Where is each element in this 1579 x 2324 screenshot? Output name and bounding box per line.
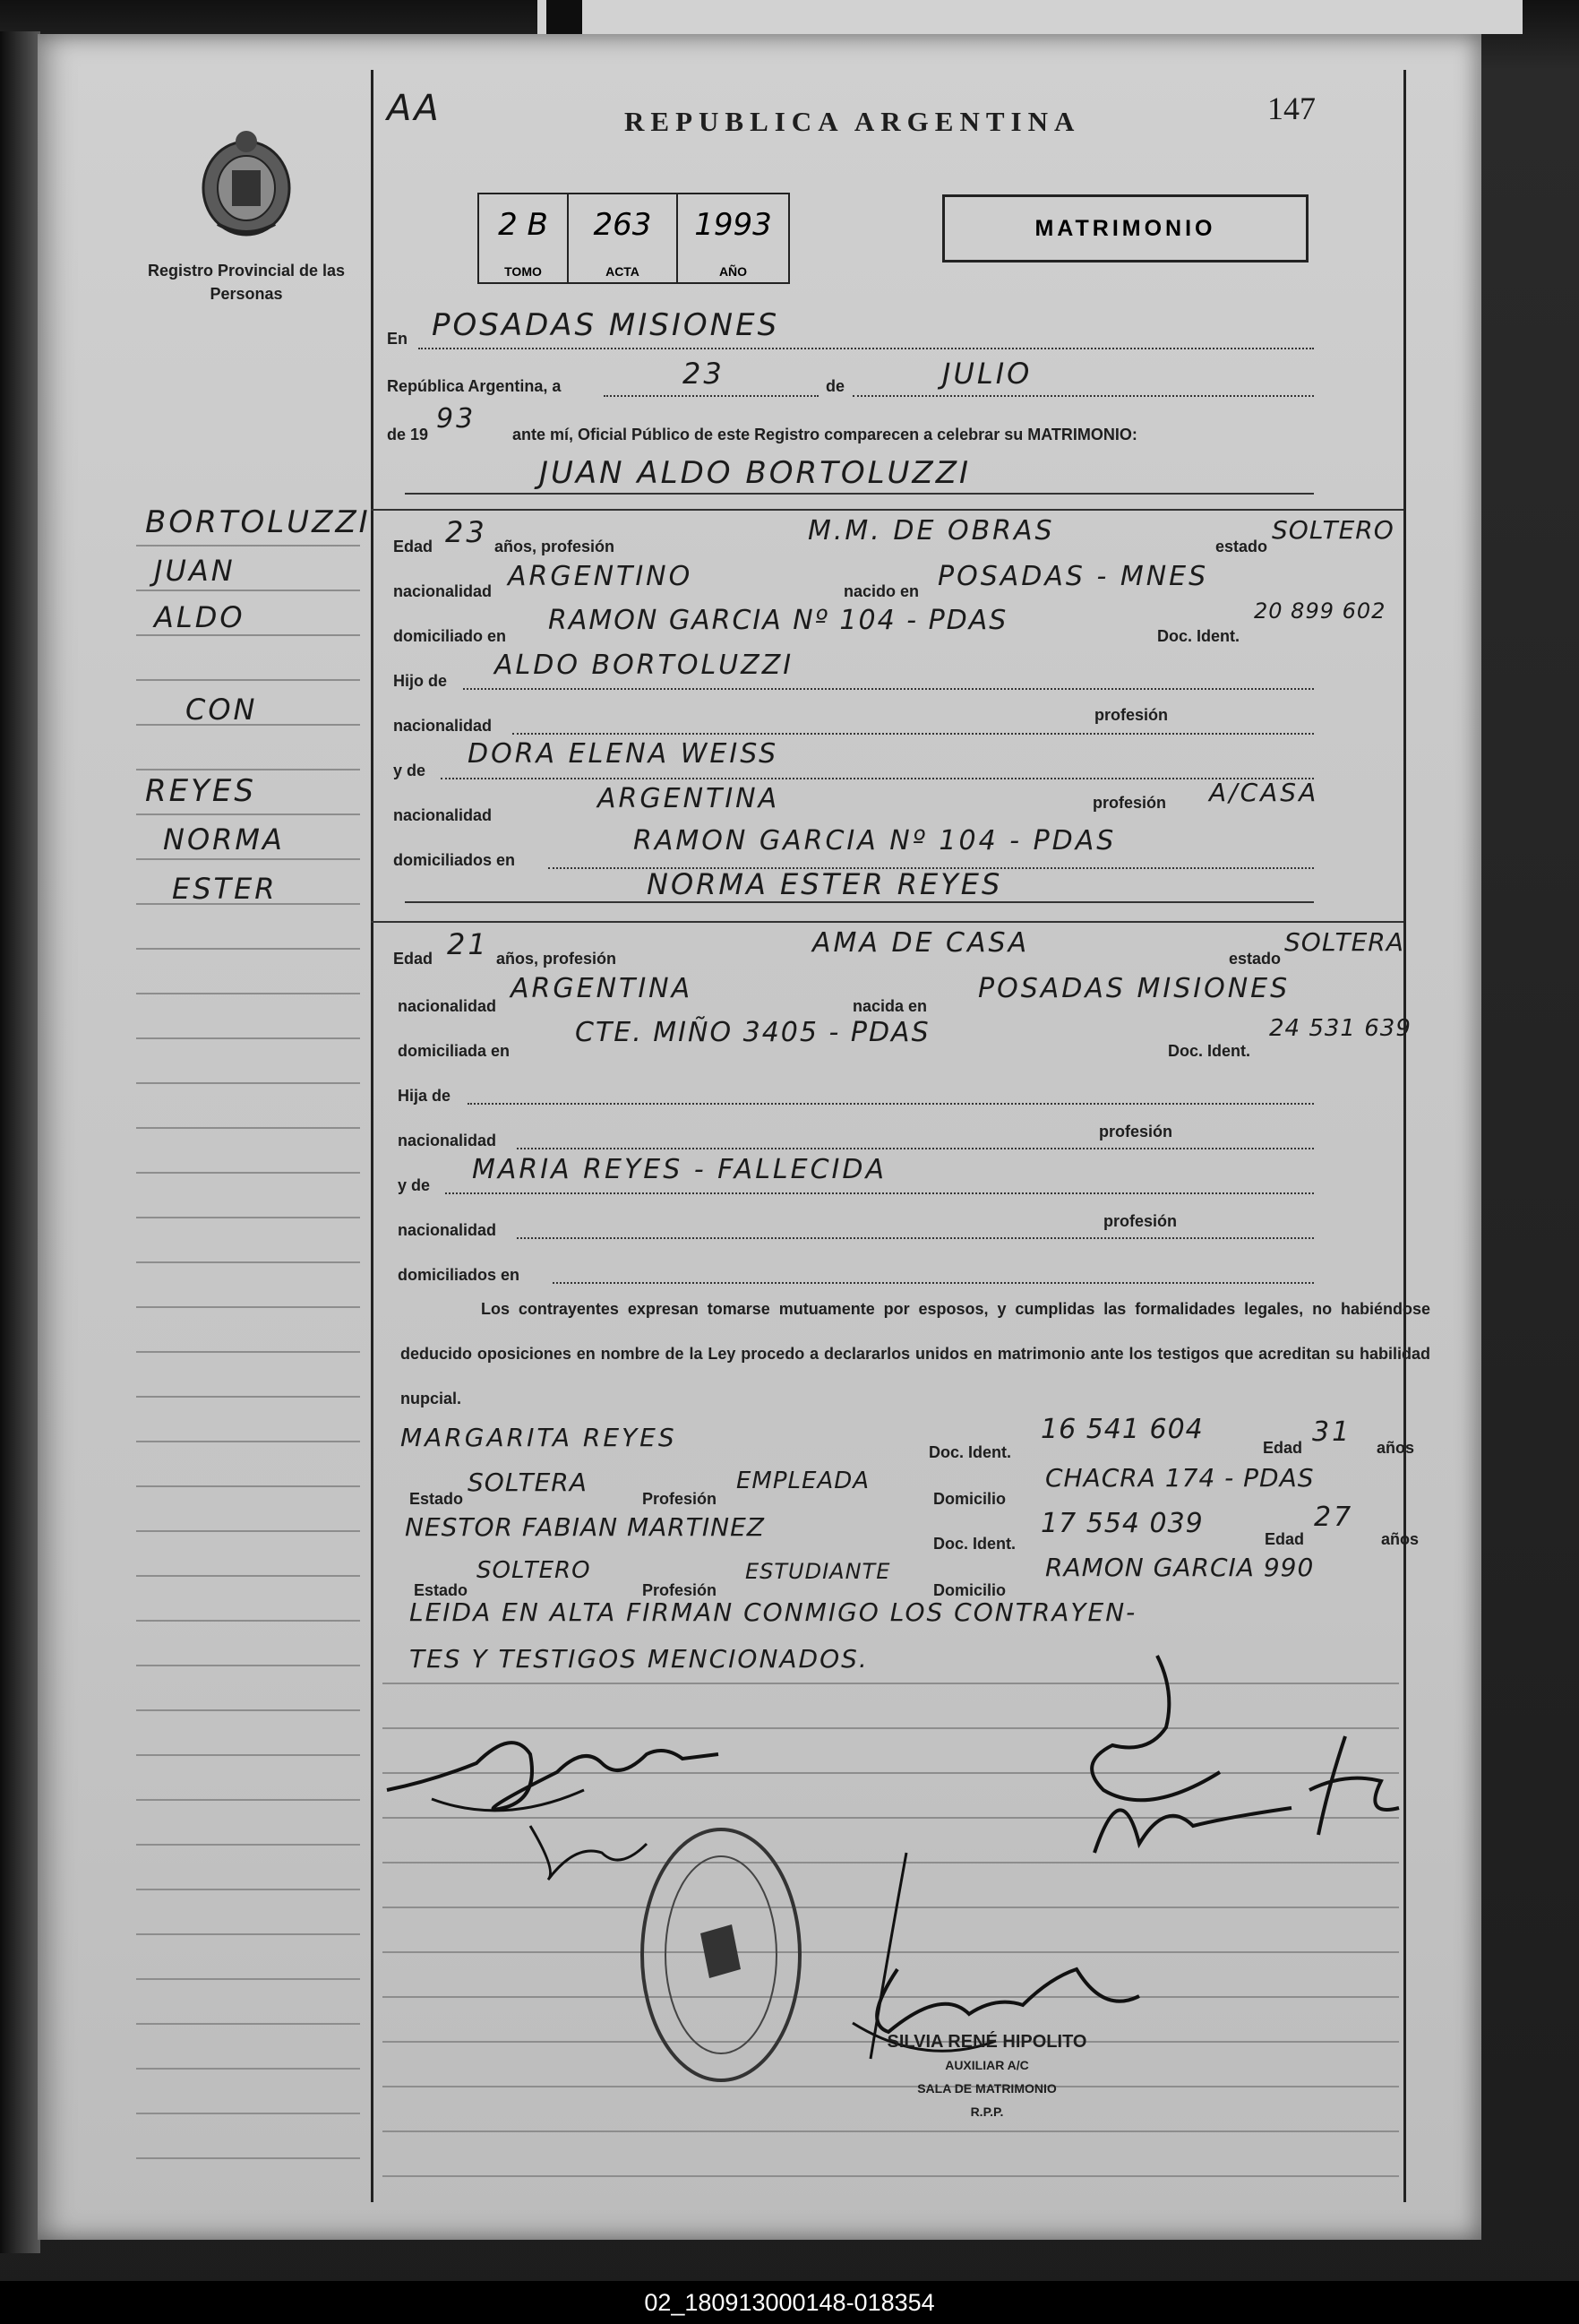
groom-profesion: M.M. DE OBRAS: [808, 515, 1055, 547]
groom-mother-nac: ARGENTINA: [597, 783, 780, 814]
witness2-profesion: ESTUDIANTE: [745, 1559, 891, 1584]
groom-edad-label: Edad: [393, 538, 433, 555]
witness1-doc: 16 541 604: [1041, 1414, 1204, 1445]
margin-rule-line: [136, 1082, 360, 1084]
bride-full-name: NORMA ESTER REYES: [647, 867, 1003, 901]
margin-rule-line: [136, 1530, 360, 1532]
witness1-domicilio-label: Domicilio: [933, 1490, 1007, 1508]
bride-mother: MARIA REYES - FALLECIDA: [472, 1154, 887, 1185]
witness1-name: MARGARITA REYES: [400, 1423, 677, 1452]
groom-doc: 20 899 602: [1254, 598, 1386, 624]
margin-rule-line: [136, 1754, 360, 1756]
bride-nacida: POSADAS MISIONES: [978, 973, 1291, 1004]
bride-doc-label: Doc. Ident.: [1168, 1042, 1251, 1060]
bride-domicilio: CTE. MIÑO 3405 - PDAS: [575, 1017, 931, 1048]
margin-rule-line: [136, 2068, 360, 2070]
witness1-estado: SOLTERA: [468, 1468, 588, 1497]
groom-nacido-label: nacido en: [844, 582, 920, 600]
image-id-footer: 02_180913000148-018354: [0, 2281, 1579, 2324]
margin-rule-line: [136, 1037, 360, 1039]
bride-nacionalidad: ARGENTINA: [511, 973, 693, 1004]
witness2-profesion-label: Profesión: [642, 1581, 717, 1599]
margin-rule-line: [136, 1709, 360, 1711]
groom-mother-prof-label: profesión: [1093, 794, 1167, 812]
official-stamp: [844, 2030, 1130, 2123]
groom-nacido: POSADAS - MNES: [938, 561, 1209, 592]
bride-father-nac-label: nacionalidad: [398, 1132, 497, 1149]
witness1-domicilio: CHACRA 174 - PDAS: [1045, 1463, 1315, 1493]
groom-profesion-label: años, profesión: [494, 538, 615, 555]
witness1-edad-label: Edad: [1263, 1439, 1303, 1457]
groom-yde-label: y de: [393, 762, 426, 779]
bride-mother-line: [445, 1192, 1314, 1194]
closing-line-2: TES Y TESTIGOS MENCIONADOS.: [409, 1644, 869, 1674]
groom-parents-dom-label: domiciliados en: [393, 851, 516, 869]
margin-rule-line: [136, 1933, 360, 1935]
margin-rule-line: [136, 813, 360, 815]
groom-nac-label: nacionalidad: [393, 582, 493, 600]
margin-rule-line: [136, 2023, 360, 2025]
margin-rule-line: [136, 1844, 360, 1846]
bride-parents-dom-line: [553, 1282, 1314, 1284]
ano-cell: [678, 194, 788, 282]
official-title: AUXILIAR A/C: [945, 2058, 1029, 2072]
margin-groom-surname: BORTOLUZZI: [145, 504, 371, 540]
groom-section-rule: [371, 509, 1403, 511]
margin-rule-line: [136, 1217, 360, 1218]
groom-full-name: JUAN ALDO BORTOLUZZI: [539, 455, 972, 491]
margin-rule-line: [136, 1889, 360, 1890]
margin-rule-line: [136, 1485, 360, 1487]
bride-nacida-label: nacida en: [853, 997, 928, 1015]
bride-name-line: [405, 901, 1314, 903]
margin-rule-line: [136, 1261, 360, 1263]
place: POSADAS MISIONES: [432, 307, 780, 343]
groom-parents-dom: RAMON GARCIA Nº 104 - PDAS: [633, 825, 1117, 856]
witness2-domicilio-label: Domicilio: [933, 1581, 1007, 1599]
witness2-anos-label: años: [1381, 1530, 1420, 1548]
father-line: [463, 688, 1314, 690]
witness1-anos-label: años: [1377, 1439, 1415, 1457]
bride-hija-label: Hija de: [398, 1087, 451, 1105]
coat-of-arms-icon: [193, 125, 300, 242]
tomo-label: TOMO: [504, 264, 542, 279]
bride-edad: 21: [447, 927, 489, 961]
witness1-profesion-label: Profesión: [642, 1490, 717, 1508]
margin-rule-line: [136, 2113, 360, 2114]
tomo-cell: [479, 194, 569, 282]
witness2-estado-label: Estado: [414, 1581, 468, 1599]
margin-rule-line: [136, 993, 360, 994]
acta-label: ACTA: [605, 264, 639, 279]
witness2-edad-label: Edad: [1265, 1530, 1305, 1548]
groom-mother: DORA ELENA WEISS: [468, 738, 779, 770]
witness2-name: NESTOR FABIAN MARTINEZ: [405, 1512, 765, 1542]
bride-profesion: AMA DE CASA: [812, 927, 1030, 959]
margin-rule-line: [136, 634, 360, 636]
witness1-edad: 31: [1312, 1416, 1352, 1448]
act-type-box: MATRIMONIO: [942, 194, 1309, 263]
groom-father: ALDO BORTOLUZZI: [494, 650, 794, 681]
place-line: [418, 348, 1314, 349]
official-name: SILVIA RENÉ HIPOLITO: [887, 2032, 1087, 2052]
bride-father-nac-line: [517, 1148, 1314, 1149]
margin-rule-line: [136, 1665, 360, 1666]
groom-domicilio: RAMON GARCIA Nº 104 - PDAS: [548, 605, 1008, 636]
country-title: REPUBLICA ARGENTINA: [624, 106, 1081, 137]
margin-rule-line: [136, 2157, 360, 2159]
bride-edad-label: Edad: [393, 950, 433, 968]
margin-groom-name-2: ALDO: [154, 600, 245, 634]
margin-rule-line: [136, 545, 360, 547]
bride-profesion-label: años, profesión: [496, 950, 617, 968]
bride-parents-dom-label: domiciliados en: [398, 1266, 520, 1284]
top-binding-gap: [546, 0, 582, 34]
witness2-doc: 17 554 039: [1041, 1508, 1204, 1539]
register-page: [38, 34, 1481, 2240]
margin-rule-line: [136, 1396, 360, 1398]
republica-label: República Argentina, a: [387, 377, 562, 395]
de-label: de: [826, 377, 845, 395]
groom-nacionalidad: ARGENTINO: [508, 561, 693, 592]
witness1-doc-label: Doc. Ident.: [929, 1443, 1012, 1461]
margin-with: CON: [185, 693, 258, 727]
witness1-profesion: EMPLEADA: [736, 1468, 871, 1494]
month-line: [853, 395, 1314, 397]
groom-doc-label: Doc. Ident.: [1157, 627, 1240, 645]
groom-mother-nac-label: nacionalidad: [393, 806, 493, 824]
mother-line: [441, 778, 1314, 779]
margin-rule-line: [136, 1620, 360, 1622]
margin-rule-line: [136, 1351, 360, 1353]
margin-rule-line: [136, 590, 360, 591]
witness2-domicilio: RAMON GARCIA 990: [1045, 1553, 1315, 1582]
margin-rule-line: [136, 1799, 360, 1801]
groom-estado-label: estado: [1215, 538, 1268, 555]
groom-edad: 23: [445, 515, 487, 549]
groom-dom-label: domiciliado en: [393, 627, 507, 645]
ano-value: 1993: [694, 207, 772, 243]
intro-statement: ante mí, Oficial Público de este Registro comparecen a celebrar su MATRIMONIO:: [512, 426, 1137, 443]
margin-rule-line: [136, 1127, 360, 1129]
witness2-edad: 27: [1314, 1502, 1354, 1533]
bride-doc: 24 531 639: [1269, 1015, 1412, 1042]
year-prefix: de 19: [387, 426, 429, 443]
acta-value: 263: [593, 207, 652, 243]
month: JULIO: [942, 357, 1033, 391]
record-number-box: [477, 193, 790, 284]
margin-rule-line: [136, 679, 360, 681]
year-suffix: 93: [436, 403, 476, 435]
bride-estado-label: estado: [1229, 950, 1282, 968]
margin-rule-line: [136, 769, 360, 770]
top-page-edge: [537, 0, 1523, 34]
day-line: [604, 395, 819, 397]
bride-nac-label: nacionalidad: [398, 997, 497, 1015]
official-office: SALA DE MATRIMONIO: [917, 2081, 1057, 2096]
bride-father-prof-label: profesión: [1099, 1123, 1173, 1140]
father-nac-line: [512, 733, 1314, 735]
margin-bride-surname: REYES: [145, 773, 256, 809]
groom-mother-prof: A/CASA: [1209, 778, 1319, 807]
bride-section-rule: [371, 921, 1403, 923]
groom-hijo-label: Hijo de: [393, 672, 448, 690]
margin-bride-name-2: ESTER: [172, 872, 278, 906]
margin-rule-line: [136, 1575, 360, 1577]
groom-estado: SOLTERO: [1272, 515, 1394, 545]
bride-mother-prof-label: profesión: [1103, 1212, 1178, 1230]
page-number: 147: [1267, 90, 1316, 126]
groom-father-nac-label: nacionalidad: [393, 717, 493, 735]
margin-bride-name-1: NORMA: [163, 822, 285, 856]
margin-rule-line: [136, 1441, 360, 1442]
witness2-doc-label: Doc. Ident.: [933, 1535, 1017, 1553]
initials-mark: AA: [387, 88, 442, 129]
bride-estado: SOLTERA: [1284, 927, 1404, 957]
margin-rule-line: [136, 1172, 360, 1174]
closing-line-1: LEIDA EN ALTA FIRMAN CONMIGO LOS CONTRAYEN-: [409, 1597, 1137, 1627]
groom-father-prof-label: profesión: [1094, 706, 1169, 724]
declaration-text: Los contrayentes expresan tomarse mutuamente por esposos, y cumplidas las formalidades legales, no habiéndose deducido oposiciones en nombre de la Ley procedo a declararlos unidos en matrimonio ante los testigos que acreditan su habilidad nupcial.: [400, 1300, 1430, 1407]
bride-mother-nac-line: [517, 1237, 1314, 1239]
witness2-estado: SOLTERO: [476, 1557, 591, 1584]
margin-rule-line: [136, 1306, 360, 1308]
margin-groom-name-1: JUAN: [154, 554, 236, 588]
official-unit: R.P.P.: [970, 2105, 1004, 2119]
bride-mother-nac-label: nacionalidad: [398, 1221, 497, 1239]
ano-label: AÑO: [718, 264, 748, 279]
tomo-value: 2 B: [498, 207, 548, 243]
registry-name: Registro Provincial de las Personas: [147, 262, 346, 303]
binder-edge: [0, 31, 40, 2253]
acta-cell: [569, 194, 678, 282]
margin-rule-line: [136, 858, 360, 860]
bride-yde-label: y de: [398, 1176, 431, 1194]
witness1-estado-label: Estado: [409, 1490, 464, 1508]
official-seal-icon: [638, 1826, 804, 2084]
margin-rule-line: [136, 1978, 360, 1980]
day: 23: [682, 357, 725, 391]
body-rule-line: [382, 2175, 1399, 2177]
bride-dom-label: domiciliada en: [398, 1042, 511, 1060]
groom-name-line: [405, 493, 1314, 495]
bride-father-line: [468, 1103, 1314, 1105]
body-rule-line: [382, 2130, 1399, 2132]
margin-divider: [371, 70, 373, 2202]
en-label: En: [387, 330, 408, 348]
margin-rule-line: [136, 948, 360, 950]
